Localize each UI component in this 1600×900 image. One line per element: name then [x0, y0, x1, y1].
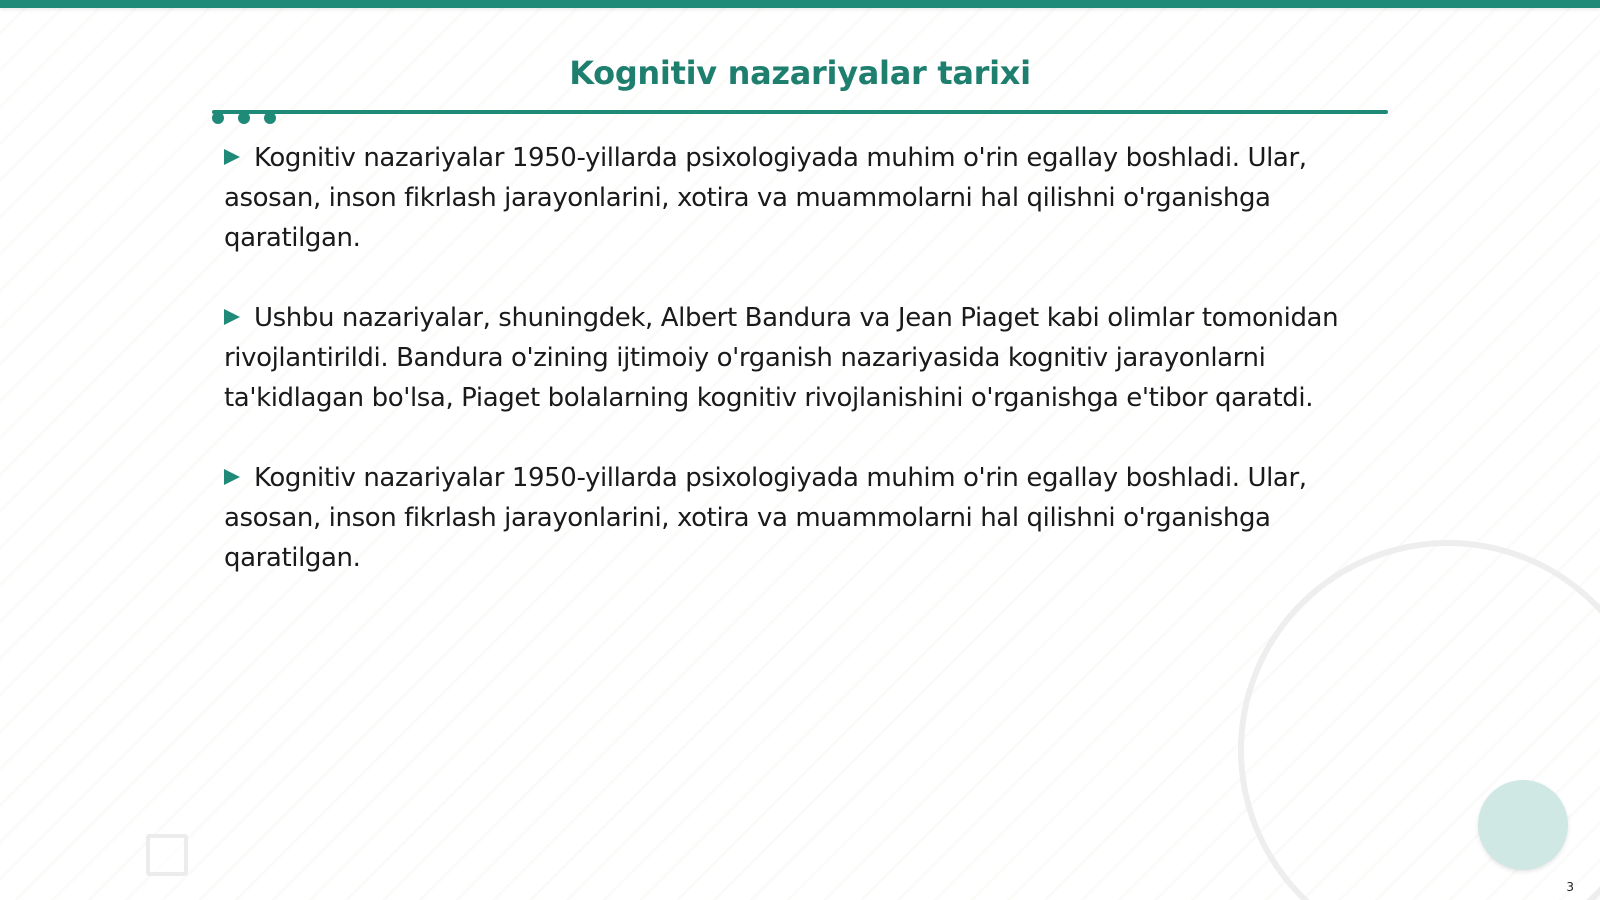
top-accent-bar	[0, 0, 1600, 8]
dot-icon	[212, 112, 224, 124]
dot-icon	[238, 112, 250, 124]
triangle-bullet-icon	[224, 469, 240, 485]
triangle-bullet-icon	[224, 309, 240, 325]
bullet-paragraph	[224, 458, 1380, 578]
paragraph-text: Ushbu nazariyalar, shuningdek, Albert Bandura va Jean Piaget kabi olimlar tomonidan rivojlantirildi. Bandura o'zining ijtimoiy o'rganish nazariyasida kognitiv jarayonlarni ta'kidlagan bo'lsa, Piaget bolalarning kognitiv rivojlanishini o'rganishga e'tibor qaratdi.	[224, 303, 1339, 413]
slide-body	[224, 138, 1380, 618]
decorative-square-icon	[146, 834, 188, 876]
slide-title: Kognitiv nazariyalar tarixi	[569, 54, 1031, 92]
paragraph-text: Kognitiv nazariyalar 1950-yillarda psixologiyada muhim o'rin egallay boshladi. Ular, asosan, inson fikrlash jarayonlarini, xotira va muammolarni hal qilishni o'rganishga qaratilgan.	[224, 463, 1307, 573]
bullet-paragraph	[224, 138, 1380, 258]
bullet-paragraph	[224, 298, 1380, 418]
dot-icon	[264, 112, 276, 124]
page-number: 3	[1566, 880, 1574, 894]
title-underline-dots	[212, 112, 276, 124]
decorative-circle-icon	[1478, 780, 1568, 870]
triangle-bullet-icon	[224, 149, 240, 165]
title-underline	[212, 110, 1388, 114]
paragraph-text: Kognitiv nazariyalar 1950-yillarda psixologiyada muhim o'rin egallay boshladi. Ular, asosan, inson fikrlash jarayonlarini, xotira va muammolarni hal qilishni o'rganishga qaratilgan.	[224, 143, 1307, 253]
